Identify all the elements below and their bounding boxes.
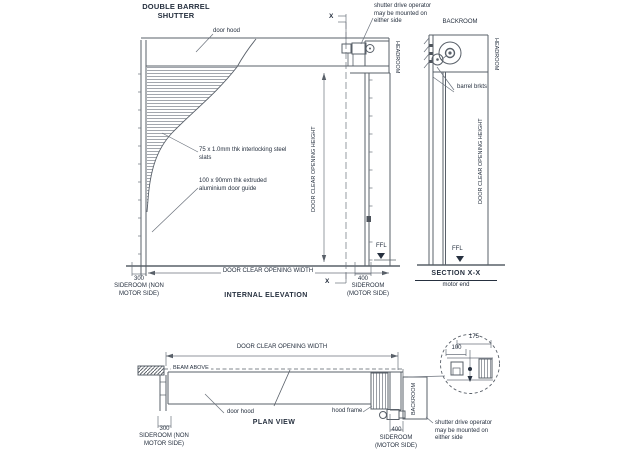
plan-hood-frame-label: hood frame xyxy=(332,408,363,414)
elevation-view-title: INTERNAL ELEVATION xyxy=(224,292,308,299)
plan-detail-dim-175: 175 xyxy=(468,334,479,340)
section-view-subtitle: motor end xyxy=(442,282,470,288)
plan-beam-above-label: BEAM ABOVE xyxy=(173,365,209,371)
elevation-height-dim: DOOR CLEAR OPENING HEIGHT xyxy=(311,126,317,212)
plan-sideroom-left-caption: SIDEROOM (NON MOTOR SIDE) xyxy=(139,433,189,447)
elevation-sideroom-right-value: 400 xyxy=(357,276,368,282)
elevation-headroom-label: HEADROOM xyxy=(394,41,400,74)
section-marker-top: X xyxy=(329,13,334,20)
elevation-sideroom-right-caption: SIDEROOM (MOTOR SIDE) xyxy=(347,283,389,297)
detail-circle xyxy=(441,335,500,394)
section-backroom-label: BACKROOM xyxy=(442,19,478,25)
operator-motor-plan-icon xyxy=(380,410,406,420)
elevation-guide-note: 100 x 90mm thk extruded aluminium door guide xyxy=(199,178,267,192)
elevation-slats-note: 75 x 1.0mm thk interlocking steel slats xyxy=(199,147,287,161)
beam-section-hatch xyxy=(138,366,164,375)
elevation-door-hood-label: door hood xyxy=(213,28,241,34)
plan-door-hood-label: door hood xyxy=(227,409,255,415)
operator-motor-icon xyxy=(342,43,374,66)
section-ffl-label: FFL xyxy=(452,246,463,252)
plan-view-title: PLAN VIEW xyxy=(252,419,296,426)
ffl-marker-icon-section xyxy=(456,256,464,262)
plan-detail-dim-100: 100 xyxy=(451,345,462,351)
plan-backroom-label: BACKROOM xyxy=(411,382,417,415)
section-marker-bottom: X xyxy=(325,278,330,285)
section-cut-line xyxy=(335,14,346,283)
plan-sideroom-right-value: 400 xyxy=(391,427,402,433)
elevation-leaders xyxy=(152,18,373,232)
plan-sideroom-left-value: 300 xyxy=(159,426,170,432)
elevation-ffl-label: FFL xyxy=(376,243,387,249)
section-height-dim: DOOR CLEAR OPENING HEIGHT xyxy=(478,118,484,204)
elevation-sideroom-left-caption: SIDEROOM (NON MOTOR SIDE) xyxy=(114,283,164,297)
elevation-sideroom-left-value: 300 xyxy=(133,276,144,282)
plan-operator-note: shutter drive operator may be mounted on either side xyxy=(435,420,493,441)
drawing-title: DOUBLE BARREL SHUTTER xyxy=(142,2,210,21)
section-headroom-label: HEADROOM xyxy=(493,38,499,71)
elevation-operator-note: shutter drive operator may be mounted on either side xyxy=(374,3,432,24)
section-barrel-label: barrel brkts xyxy=(457,84,488,90)
elevation-width-dim: DOOR CLEAR OPENING WIDTH xyxy=(222,268,314,274)
barrel-icon xyxy=(432,42,461,65)
hood-frame-hatch xyxy=(371,373,388,409)
plan-width-dim: DOOR CLEAR OPENING WIDTH xyxy=(236,344,328,350)
plan-sideroom-right-caption: SIDEROOM (MOTOR SIDE) xyxy=(375,435,417,449)
section-view-title: SECTION X-X xyxy=(415,270,497,281)
ffl-marker-icon xyxy=(374,253,396,260)
